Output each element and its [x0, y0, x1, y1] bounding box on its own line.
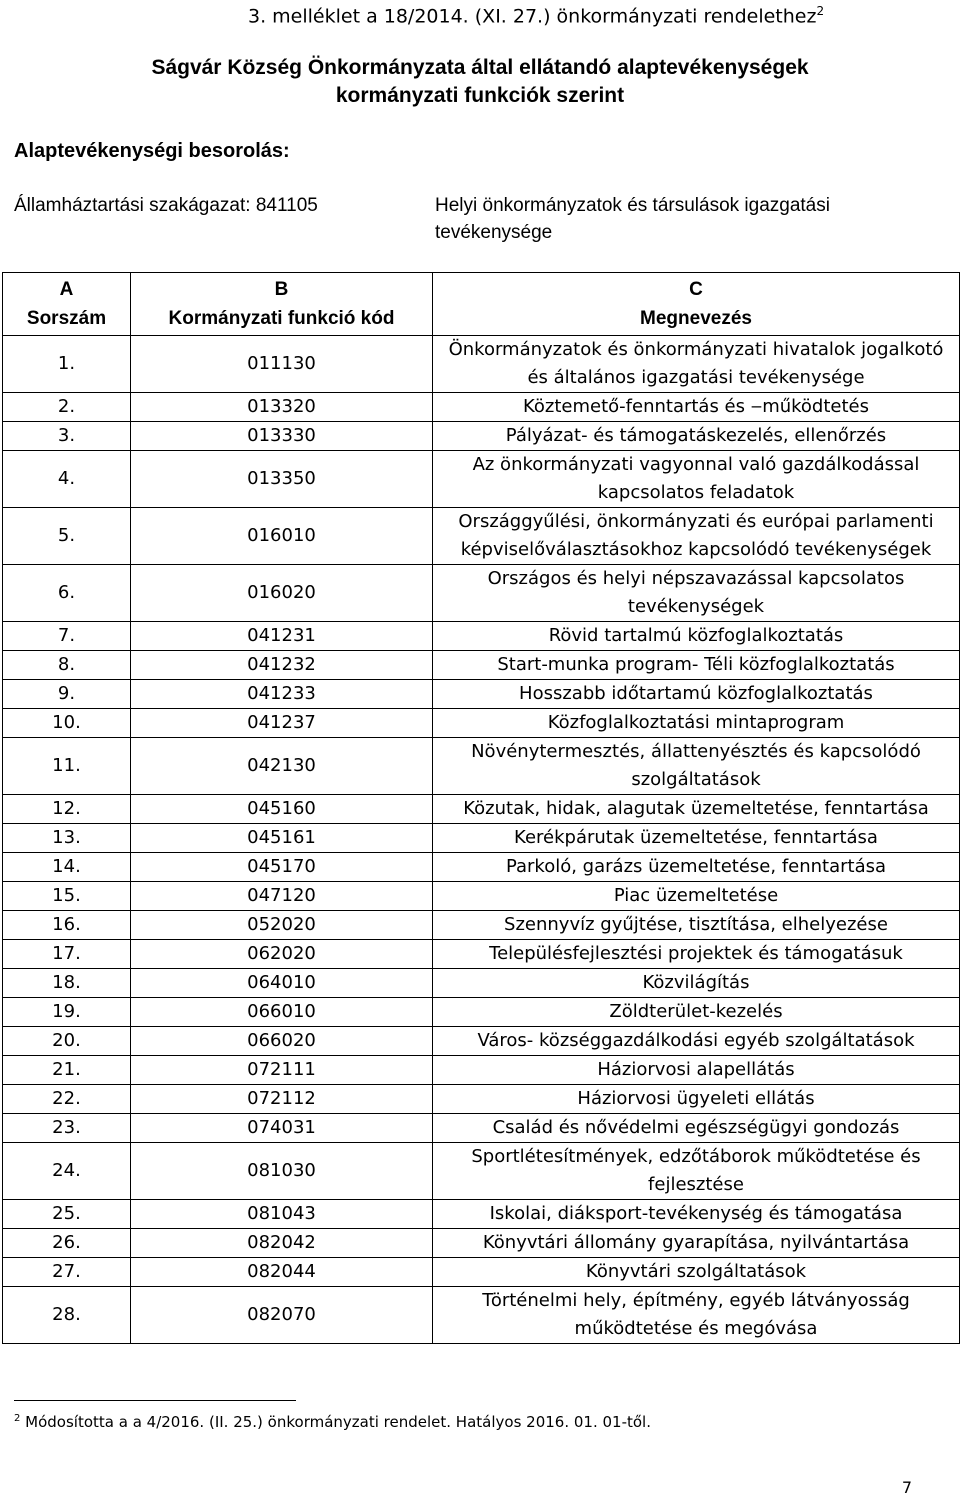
function-code: 045161	[131, 824, 433, 853]
table-row	[3, 451, 960, 508]
function-code: 082044	[131, 1258, 433, 1287]
row-number: 3.	[3, 422, 131, 451]
function-code: 082070	[131, 1287, 433, 1344]
function-name: Településfejlesztési projektek és támogatásuk	[433, 940, 960, 969]
footnote-reference: 2	[816, 4, 825, 18]
table-row	[3, 393, 960, 422]
table-row	[3, 1114, 960, 1143]
table-row	[3, 911, 960, 940]
classification-value-line-2: tevékenysége	[435, 222, 553, 243]
function-name: Hosszabb időtartamú közfoglalkoztatás	[433, 680, 960, 709]
table-row	[3, 1143, 960, 1200]
function-code: 066020	[131, 1027, 433, 1056]
function-code: 081043	[131, 1200, 433, 1229]
function-code: 066010	[131, 998, 433, 1027]
function-code: 052020	[131, 911, 433, 940]
table-row	[3, 1027, 960, 1056]
table-row	[3, 1287, 960, 1344]
function-code: 062020	[131, 940, 433, 969]
table-header-row	[3, 273, 960, 336]
function-name: Országgyűlési, önkormányzati és európai parlamenti képviselőválasztásokhoz kapcsolódó tevékenységek	[433, 508, 960, 565]
function-name: Köztemető-fenntartás és ‒működtetés	[433, 393, 960, 422]
table-row	[3, 882, 960, 911]
function-code: 041233	[131, 680, 433, 709]
row-number: 24.	[3, 1143, 131, 1200]
function-name: Háziorvosi ügyeleti ellátás	[433, 1085, 960, 1114]
table-row	[3, 1085, 960, 1114]
row-number: 1.	[3, 336, 131, 393]
function-name: Kerékpárutak üzemeltetése, fenntartása	[433, 824, 960, 853]
table-row	[3, 998, 960, 1027]
function-name: Sportlétesítmények, edzőtáborok működtetése és fejlesztése	[433, 1143, 960, 1200]
row-number: 7.	[3, 622, 131, 651]
classification-value-line-1: Helyi önkormányzatok és társulások igazgatási	[435, 195, 830, 216]
function-code: 045160	[131, 795, 433, 824]
footnote-text: Módosította a a 4/2016. (II. 25.) önkormányzati rendelet. Hatályos 2016. 01. 01-től.	[25, 1413, 651, 1431]
table-row	[3, 969, 960, 998]
footnote-mark: 2	[14, 1413, 21, 1424]
function-name: Zöldterület-kezelés	[433, 998, 960, 1027]
table-row	[3, 853, 960, 882]
function-name: Közvilágítás	[433, 969, 960, 998]
function-code: 041237	[131, 709, 433, 738]
function-name: Könyvtári állomány gyarapítása, nyilvántartása	[433, 1229, 960, 1258]
table-row	[3, 565, 960, 622]
function-code: 045170	[131, 853, 433, 882]
function-name: Piac üzemeltetése	[433, 882, 960, 911]
row-number: 9.	[3, 680, 131, 709]
table-row	[3, 1229, 960, 1258]
function-name: Iskolai, diáksport-tevékenység és támogatása	[433, 1200, 960, 1229]
function-code: 011130	[131, 336, 433, 393]
function-name: Szennyvíz gyűjtése, tisztítása, elhelyezése	[433, 911, 960, 940]
function-code: 072111	[131, 1056, 433, 1085]
row-number: 6.	[3, 565, 131, 622]
document-title-line-2: kormányzati funkciók szerint	[335, 84, 625, 107]
column-header-c: C Megnevezés	[433, 273, 960, 336]
function-name: Rövid tartalmú közfoglalkoztatás	[433, 622, 960, 651]
row-number: 17.	[3, 940, 131, 969]
function-name: Pályázat- és támogatáskezelés, ellenőrzés	[433, 422, 960, 451]
table-row	[3, 651, 960, 680]
page-number: 7	[901, 1478, 912, 1497]
function-name: Növénytermesztés, állattenyésztés és kapcsolódó szolgáltatások	[433, 738, 960, 795]
function-name: Parkoló, garázs üzemeltetése, fenntartása	[433, 853, 960, 882]
row-number: 8.	[3, 651, 131, 680]
row-number: 11.	[3, 738, 131, 795]
function-name: Közfoglalkoztatási mintaprogram	[433, 709, 960, 738]
function-code: 041232	[131, 651, 433, 680]
table-row	[3, 940, 960, 969]
column-header-a: A Sorszám	[3, 273, 131, 336]
function-code: 047120	[131, 882, 433, 911]
row-number: 21.	[3, 1056, 131, 1085]
row-number: 13.	[3, 824, 131, 853]
row-number: 27.	[3, 1258, 131, 1287]
function-name: Közutak, hidak, alagutak üzemeltetése, fenntartása	[433, 795, 960, 824]
function-name: Háziorvosi alapellátás	[433, 1056, 960, 1085]
table-row	[3, 336, 960, 393]
function-code: 016010	[131, 508, 433, 565]
function-name: Város- községgazdálkodási egyéb szolgáltatások	[433, 1027, 960, 1056]
row-number: 16.	[3, 911, 131, 940]
table-row	[3, 1200, 960, 1229]
classification-heading: Alaptevékenységi besorolás:	[14, 140, 290, 162]
table-row	[3, 422, 960, 451]
row-number: 18.	[3, 969, 131, 998]
row-number: 15.	[3, 882, 131, 911]
function-code: 072112	[131, 1085, 433, 1114]
table-row	[3, 622, 960, 651]
row-number: 20.	[3, 1027, 131, 1056]
footnote	[14, 1413, 651, 1431]
row-number: 12.	[3, 795, 131, 824]
row-number: 4.	[3, 451, 131, 508]
row-number: 5.	[3, 508, 131, 565]
function-code: 013330	[131, 422, 433, 451]
row-number: 26.	[3, 1229, 131, 1258]
functions-table	[2, 272, 960, 1344]
row-number: 14.	[3, 853, 131, 882]
footnote-separator	[14, 1400, 296, 1401]
row-number: 25.	[3, 1200, 131, 1229]
table-row	[3, 738, 960, 795]
function-name: Könyvtári szolgáltatások	[433, 1258, 960, 1287]
function-code: 013350	[131, 451, 433, 508]
function-code: 013320	[131, 393, 433, 422]
row-number: 19.	[3, 998, 131, 1027]
row-number: 2.	[3, 393, 131, 422]
table-row	[3, 824, 960, 853]
row-number: 22.	[3, 1085, 131, 1114]
function-code: 016020	[131, 565, 433, 622]
function-code: 042130	[131, 738, 433, 795]
table-row	[3, 680, 960, 709]
function-code: 064010	[131, 969, 433, 998]
column-header-b: B Kormányzati funkció kód	[131, 273, 433, 336]
row-number: 23.	[3, 1114, 131, 1143]
row-number: 28.	[3, 1287, 131, 1344]
table-row	[3, 508, 960, 565]
function-code: 041231	[131, 622, 433, 651]
document-title-line-1: Ságvár Község Önkormányzata által ellátandó alaptevékenységek	[151, 56, 809, 79]
table-row	[3, 1258, 960, 1287]
classification-label: Államháztartási szakágazat: 841105	[14, 195, 318, 216]
function-name: Start-munka program- Téli közfoglalkoztatás	[433, 651, 960, 680]
table-row	[3, 1056, 960, 1085]
function-code: 082042	[131, 1229, 433, 1258]
function-code: 074031	[131, 1114, 433, 1143]
row-number: 10.	[3, 709, 131, 738]
function-name: Országos és helyi népszavazással kapcsolatos tevékenységek	[433, 565, 960, 622]
function-name: Önkormányzatok és önkormányzati hivatalok jogalkotó és általános igazgatási tevékenysége	[433, 336, 960, 393]
function-name: Történelmi hely, építmény, egyéb látványosság működtetése és megóvása	[433, 1287, 960, 1344]
table-body	[3, 336, 960, 1344]
function-code: 081030	[131, 1143, 433, 1200]
function-name: Család és nővédelmi egészségügyi gondozás	[433, 1114, 960, 1143]
table-row	[3, 795, 960, 824]
function-name: Az önkormányzati vagyonnal való gazdálkodással kapcsolatos feladatok	[433, 451, 960, 508]
attachment-line: 3. melléklet a 18/2014. (XI. 27.) önkormányzati rendelethez$^2$	[248, 4, 825, 28]
table-row	[3, 709, 960, 738]
